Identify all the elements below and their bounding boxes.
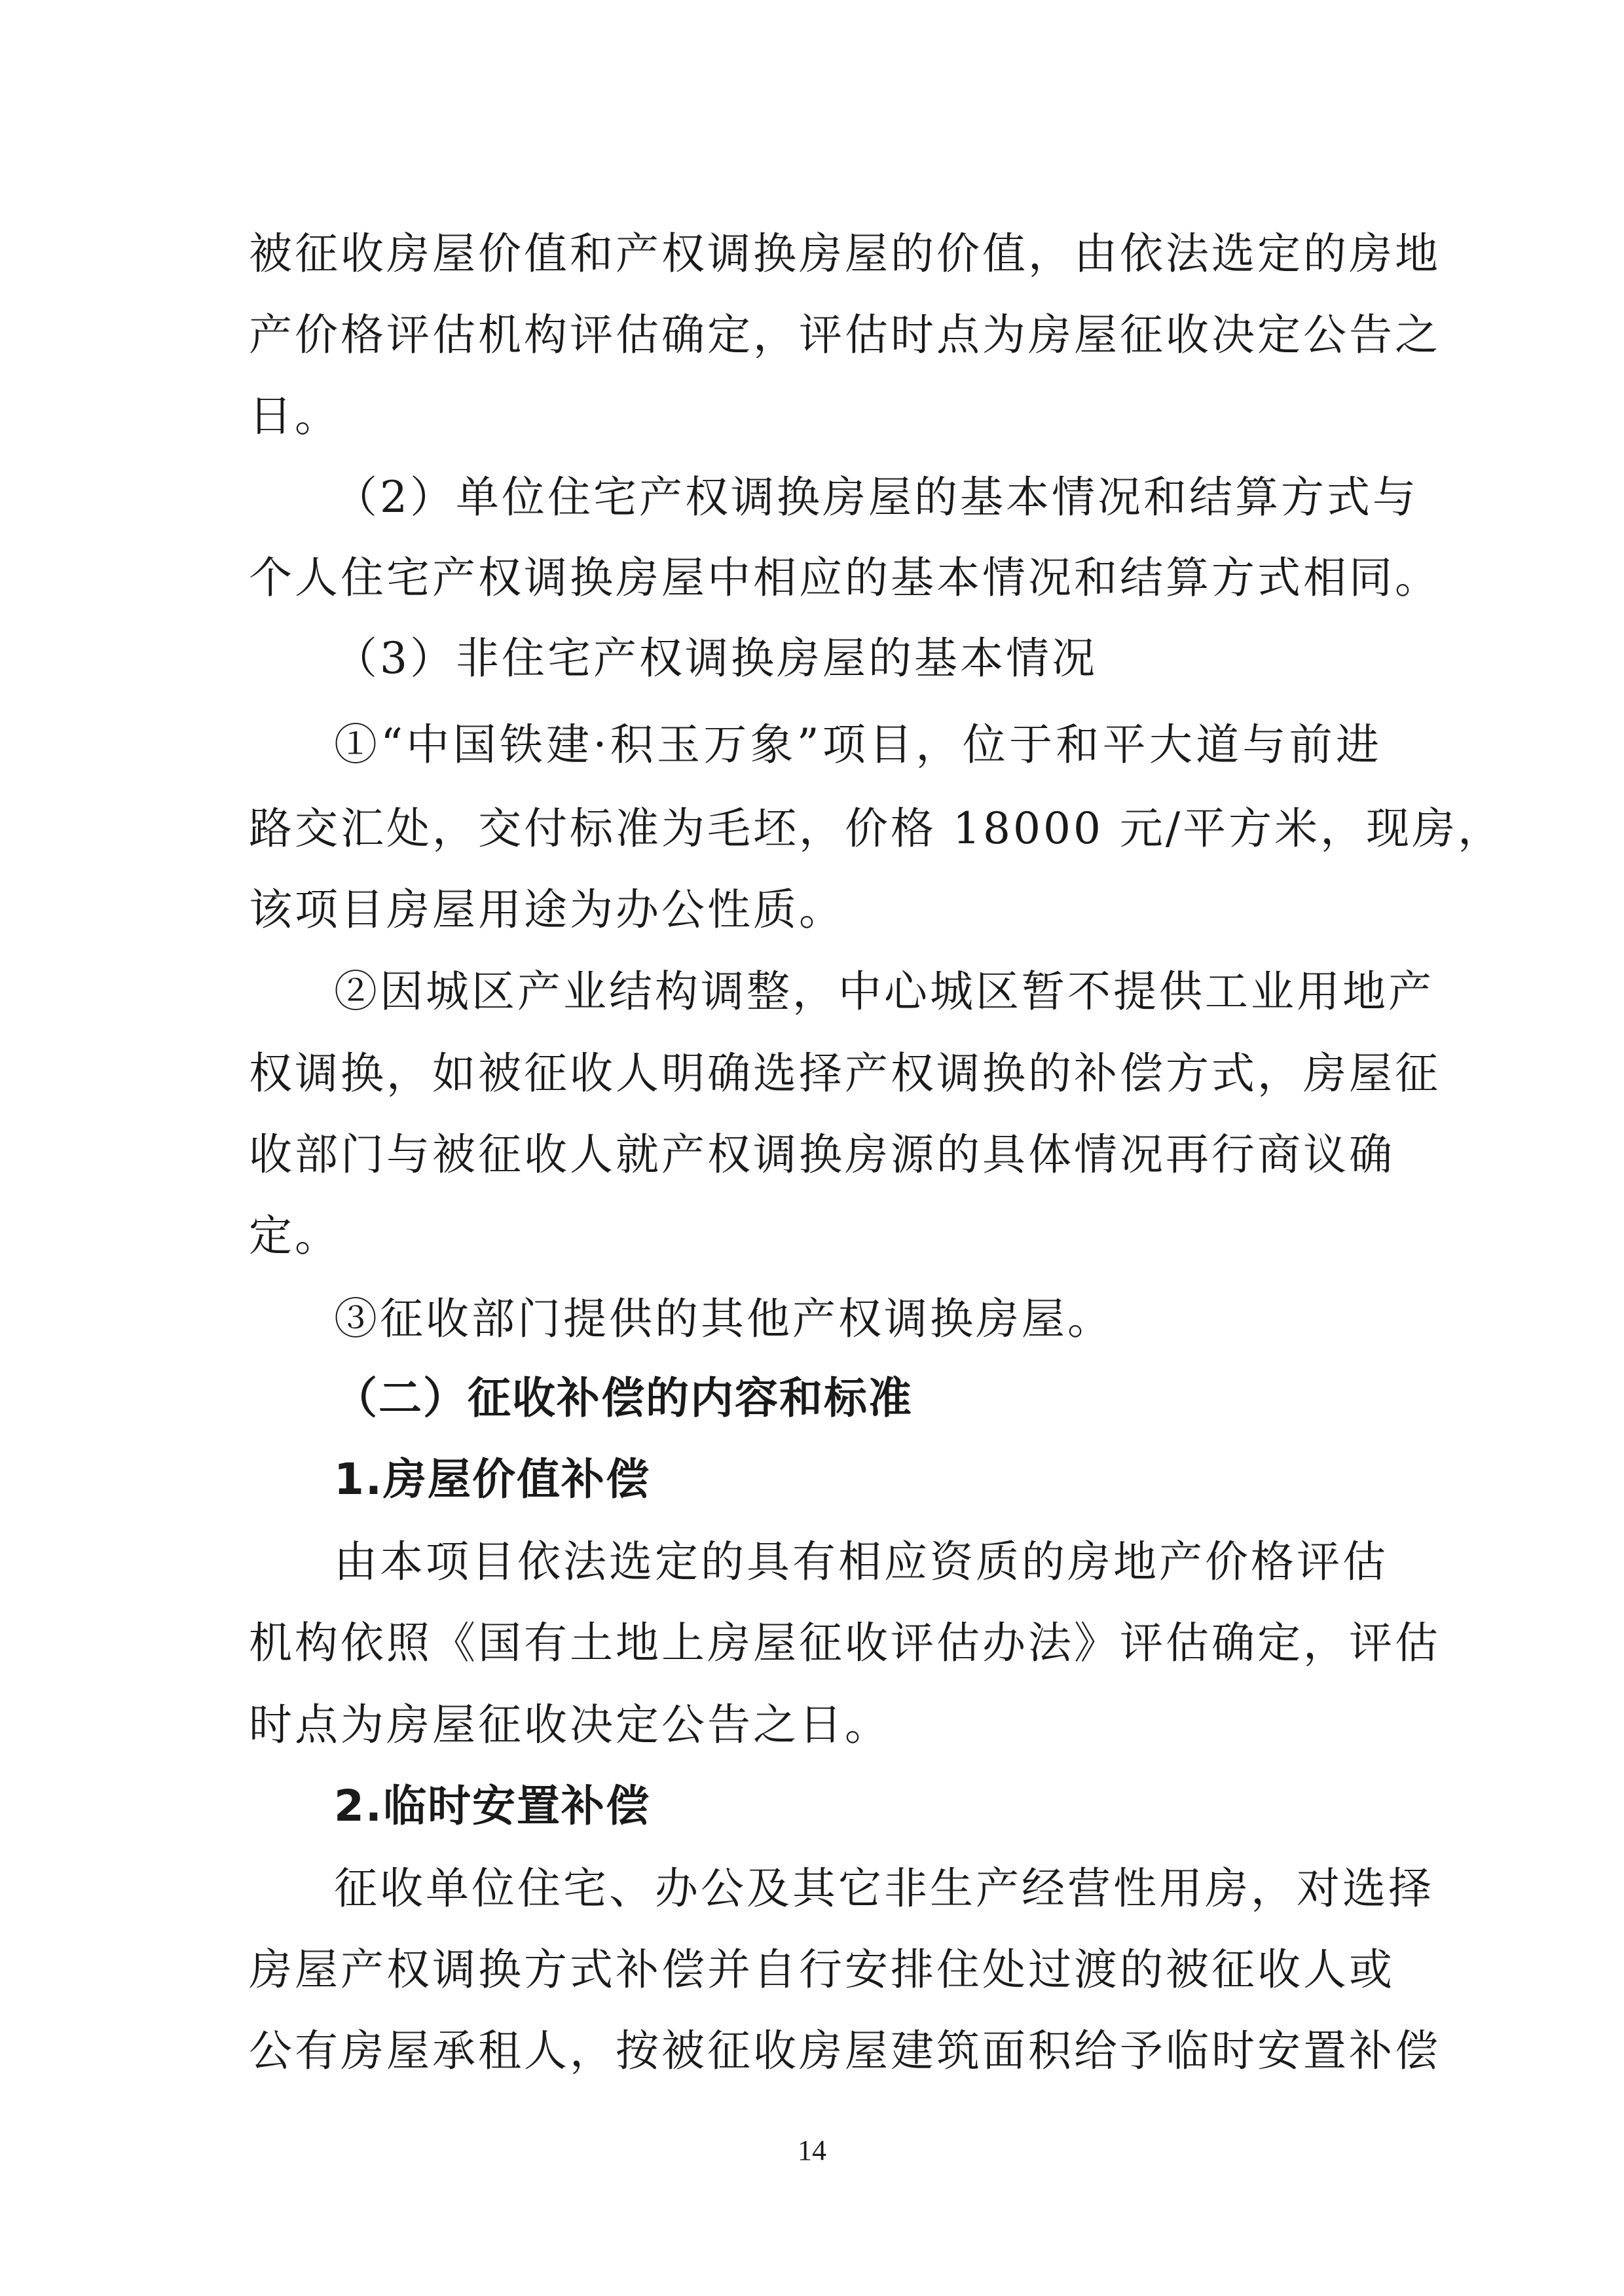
- paragraph-line: 权调换，如被征收人明确选择产权调换的补偿方式，房屋征: [249, 1048, 1441, 1099]
- paragraph-line: 房屋产权调换方式补偿并自行安排住处过渡的被征收人或: [249, 1944, 1395, 1995]
- paragraph-line: 收部门与被征收人就产权调换房源的具体情况再行商议确: [249, 1129, 1395, 1180]
- paragraph-line: 定。: [249, 1211, 341, 1261]
- paragraph-line: 时点为房屋征收决定公告之日。: [249, 1700, 891, 1750]
- paragraph-line: ①“中国铁建·积玉万象”项目，位于和平大道与前进: [334, 720, 1382, 770]
- paragraph-line: 被征收房屋价值和产权调换房屋的价值，由依法选定的房地: [249, 228, 1441, 279]
- paragraph-line: 个人住宅产权调换房屋中相应的基本情况和结算方式相同。: [249, 553, 1441, 603]
- subsection-heading: 1.房屋价值补偿: [334, 1454, 650, 1504]
- paragraph-line: 征收单位住宅、办公及其它非生产经营性用房，对选择: [334, 1863, 1434, 1914]
- paragraph-line: 公有房屋承租人，按被征收房屋建筑面积给予临时安置补偿: [249, 2026, 1441, 2076]
- paragraph-line: 日。: [249, 391, 341, 441]
- paragraph-line: 机构依照《国有土地上房屋征收评估办法》评估确定，评估: [249, 1618, 1441, 1668]
- page-number: 14: [798, 2134, 826, 2166]
- paragraph-line: （2）单位住宅产权调换房屋的基本情况和结算方式与: [334, 472, 1418, 522]
- paragraph-line: 产价格评估机构评估确定，评估时点为房屋征收决定公告之: [249, 310, 1441, 360]
- paragraph-line: （3）非住宅产权调换房屋的基本情况: [334, 633, 1098, 683]
- section-heading: （二）征收补偿的内容和标准: [334, 1373, 913, 1423]
- paragraph-line: ③征收部门提供的其他产权调换房屋。: [334, 1294, 1113, 1344]
- paragraph-line: 由本项目依法选定的具有相应资质的房地产价格评估: [334, 1537, 1388, 1587]
- subsection-heading: 2.临时安置补偿: [334, 1781, 650, 1831]
- paragraph-line: 路交汇处，交付标准为毛坯，价格 18000 元/平方米，现房，: [249, 803, 1504, 854]
- paragraph-line: 该项目房屋用途为办公性质。: [249, 884, 845, 935]
- paragraph-line: ②因城区产业结构调整，中心城区暂不提供工业用地产: [334, 966, 1434, 1017]
